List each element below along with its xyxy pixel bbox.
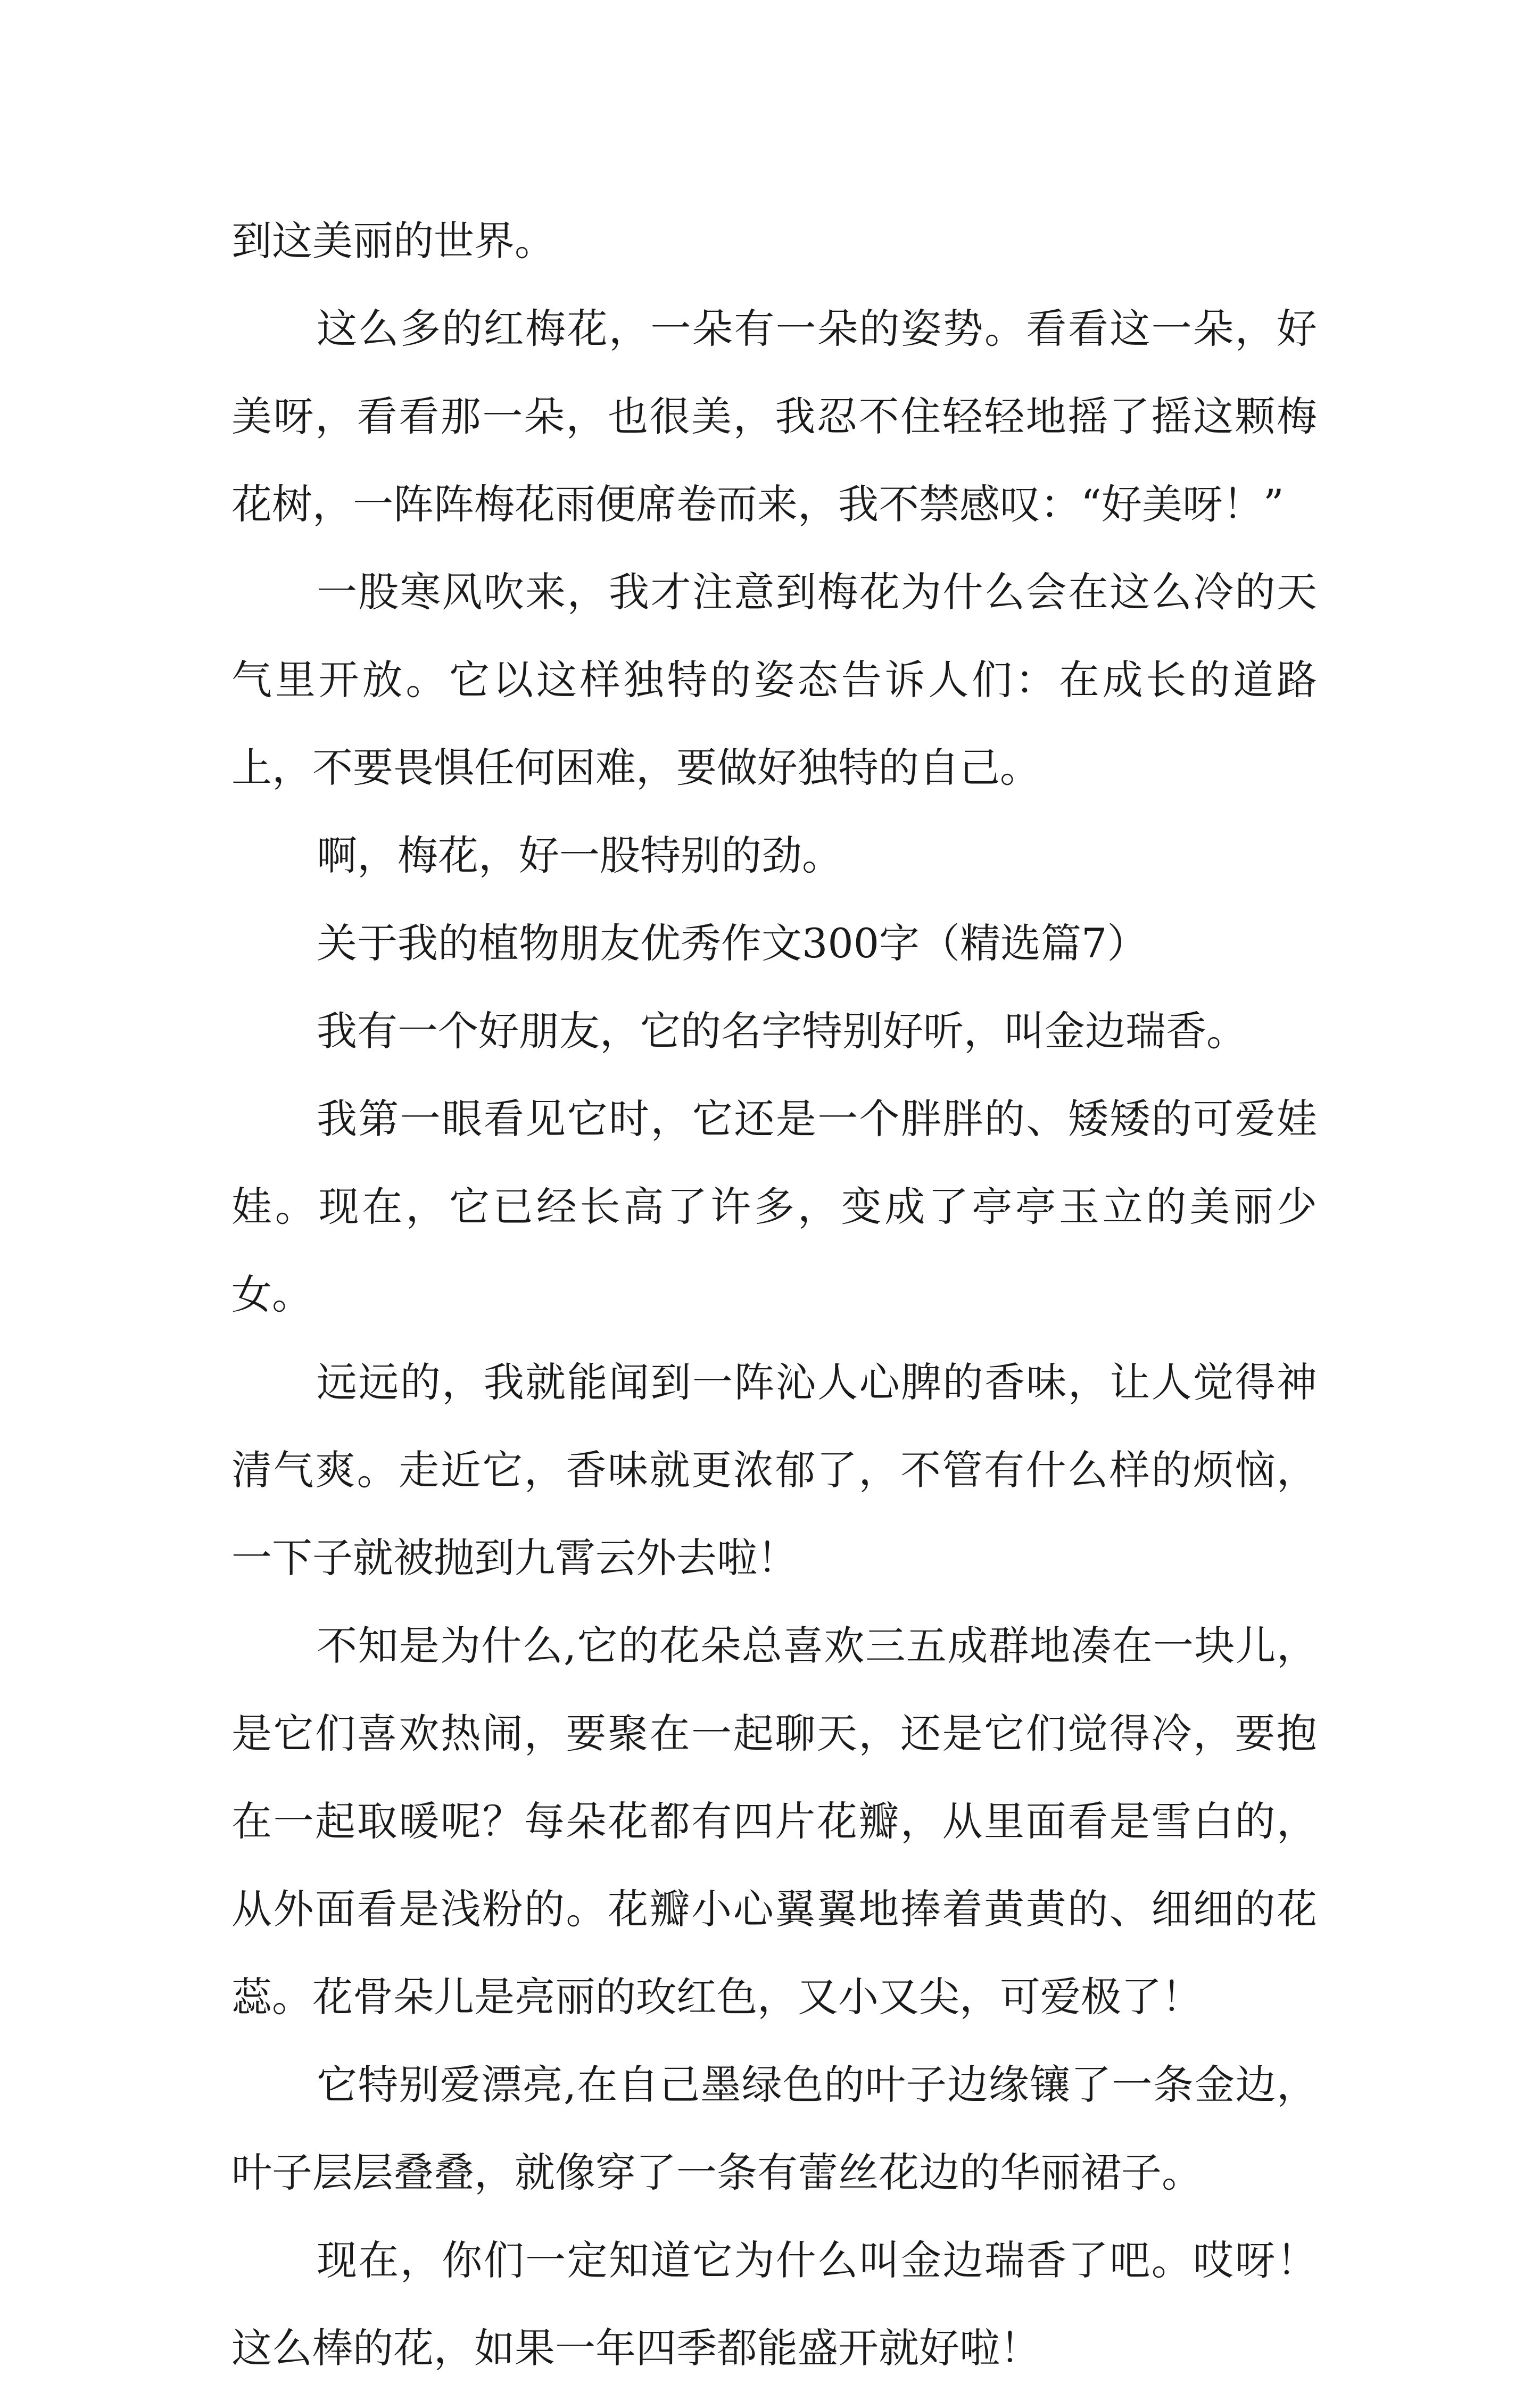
paragraph-first-sight: 我第一眼看见它时，它还是一个胖胖的、矮矮的可爱娃娃。现在，它已经长高了许多，变成了亭亭玉立的美丽少女。 xyxy=(231,1095,1317,1318)
paragraph-plum-spirit: 啊，梅花，好一股特别的劲。 xyxy=(317,832,842,879)
paragraph-fragrance: 远远的，我就能闻到一阵沁人心脾的香味，让人觉得神清气爽。走近它，香味就更浓郁了，不管有什么样的烦恼，一下子就被抛到九霄云外去啦！ xyxy=(231,1359,1317,1582)
paragraph-good-friend: 我有一个好朋友，它的名字特别好听，叫金边瑞香。 xyxy=(317,1007,1247,1055)
paragraph-continuation: 到这美丽的世界。 xyxy=(231,217,555,264)
paragraph-conclusion: 现在，你们一定知道它为什么叫金边瑞香了吧。哎呀！这么棒的花，如果一年四季都能盛开就好啦！ xyxy=(231,2237,1317,2372)
paragraph-cold-wind: 一股寒风吹来，我才注意到梅花为什么会在这么冷的天气里开放。它以这样独特的姿态告诉人们：在成长的道路上，不要畏惧任何困难，要做好独特的自己。 xyxy=(231,568,1317,791)
paragraph-red-plum-postures: 这么多的红梅花，一朵有一朵的姿势。看看这一朵，好美呀，看看那一朵，也很美，我忍不住轻轻地摇了摇这颗梅花树，一阵阵梅花雨便席卷而来，我不禁感叹：“好美呀！” xyxy=(231,305,1317,528)
paragraph-flowers: 不知是为什么,它的花朵总喜欢三五成群地凑在一块儿，是它们喜欢热闹，要聚在一起聊天，还是它们觉得冷，要抱在一起取暖呢？每朵花都有四片花瓣，从里面看是雪白的，从外面看是浅粉的。花瓣小心翼翼地捧着黄黄的、细细的花蕊。花骨朵儿是亮丽的玫红色，又小又尖，可爱极了！ xyxy=(231,1622,1317,2021)
essay-section-heading: 关于我的植物朋友优秀作文300字（精选篇7） xyxy=(317,920,1148,967)
paragraph-leaves: 它特别爱漂亮,在自己墨绿色的叶子边缘镶了一条金边，叶子层层叠叠，就像穿了一条有蕾丝花边的华丽裙子。 xyxy=(231,2061,1317,2196)
essay-body xyxy=(231,197,1317,2392)
